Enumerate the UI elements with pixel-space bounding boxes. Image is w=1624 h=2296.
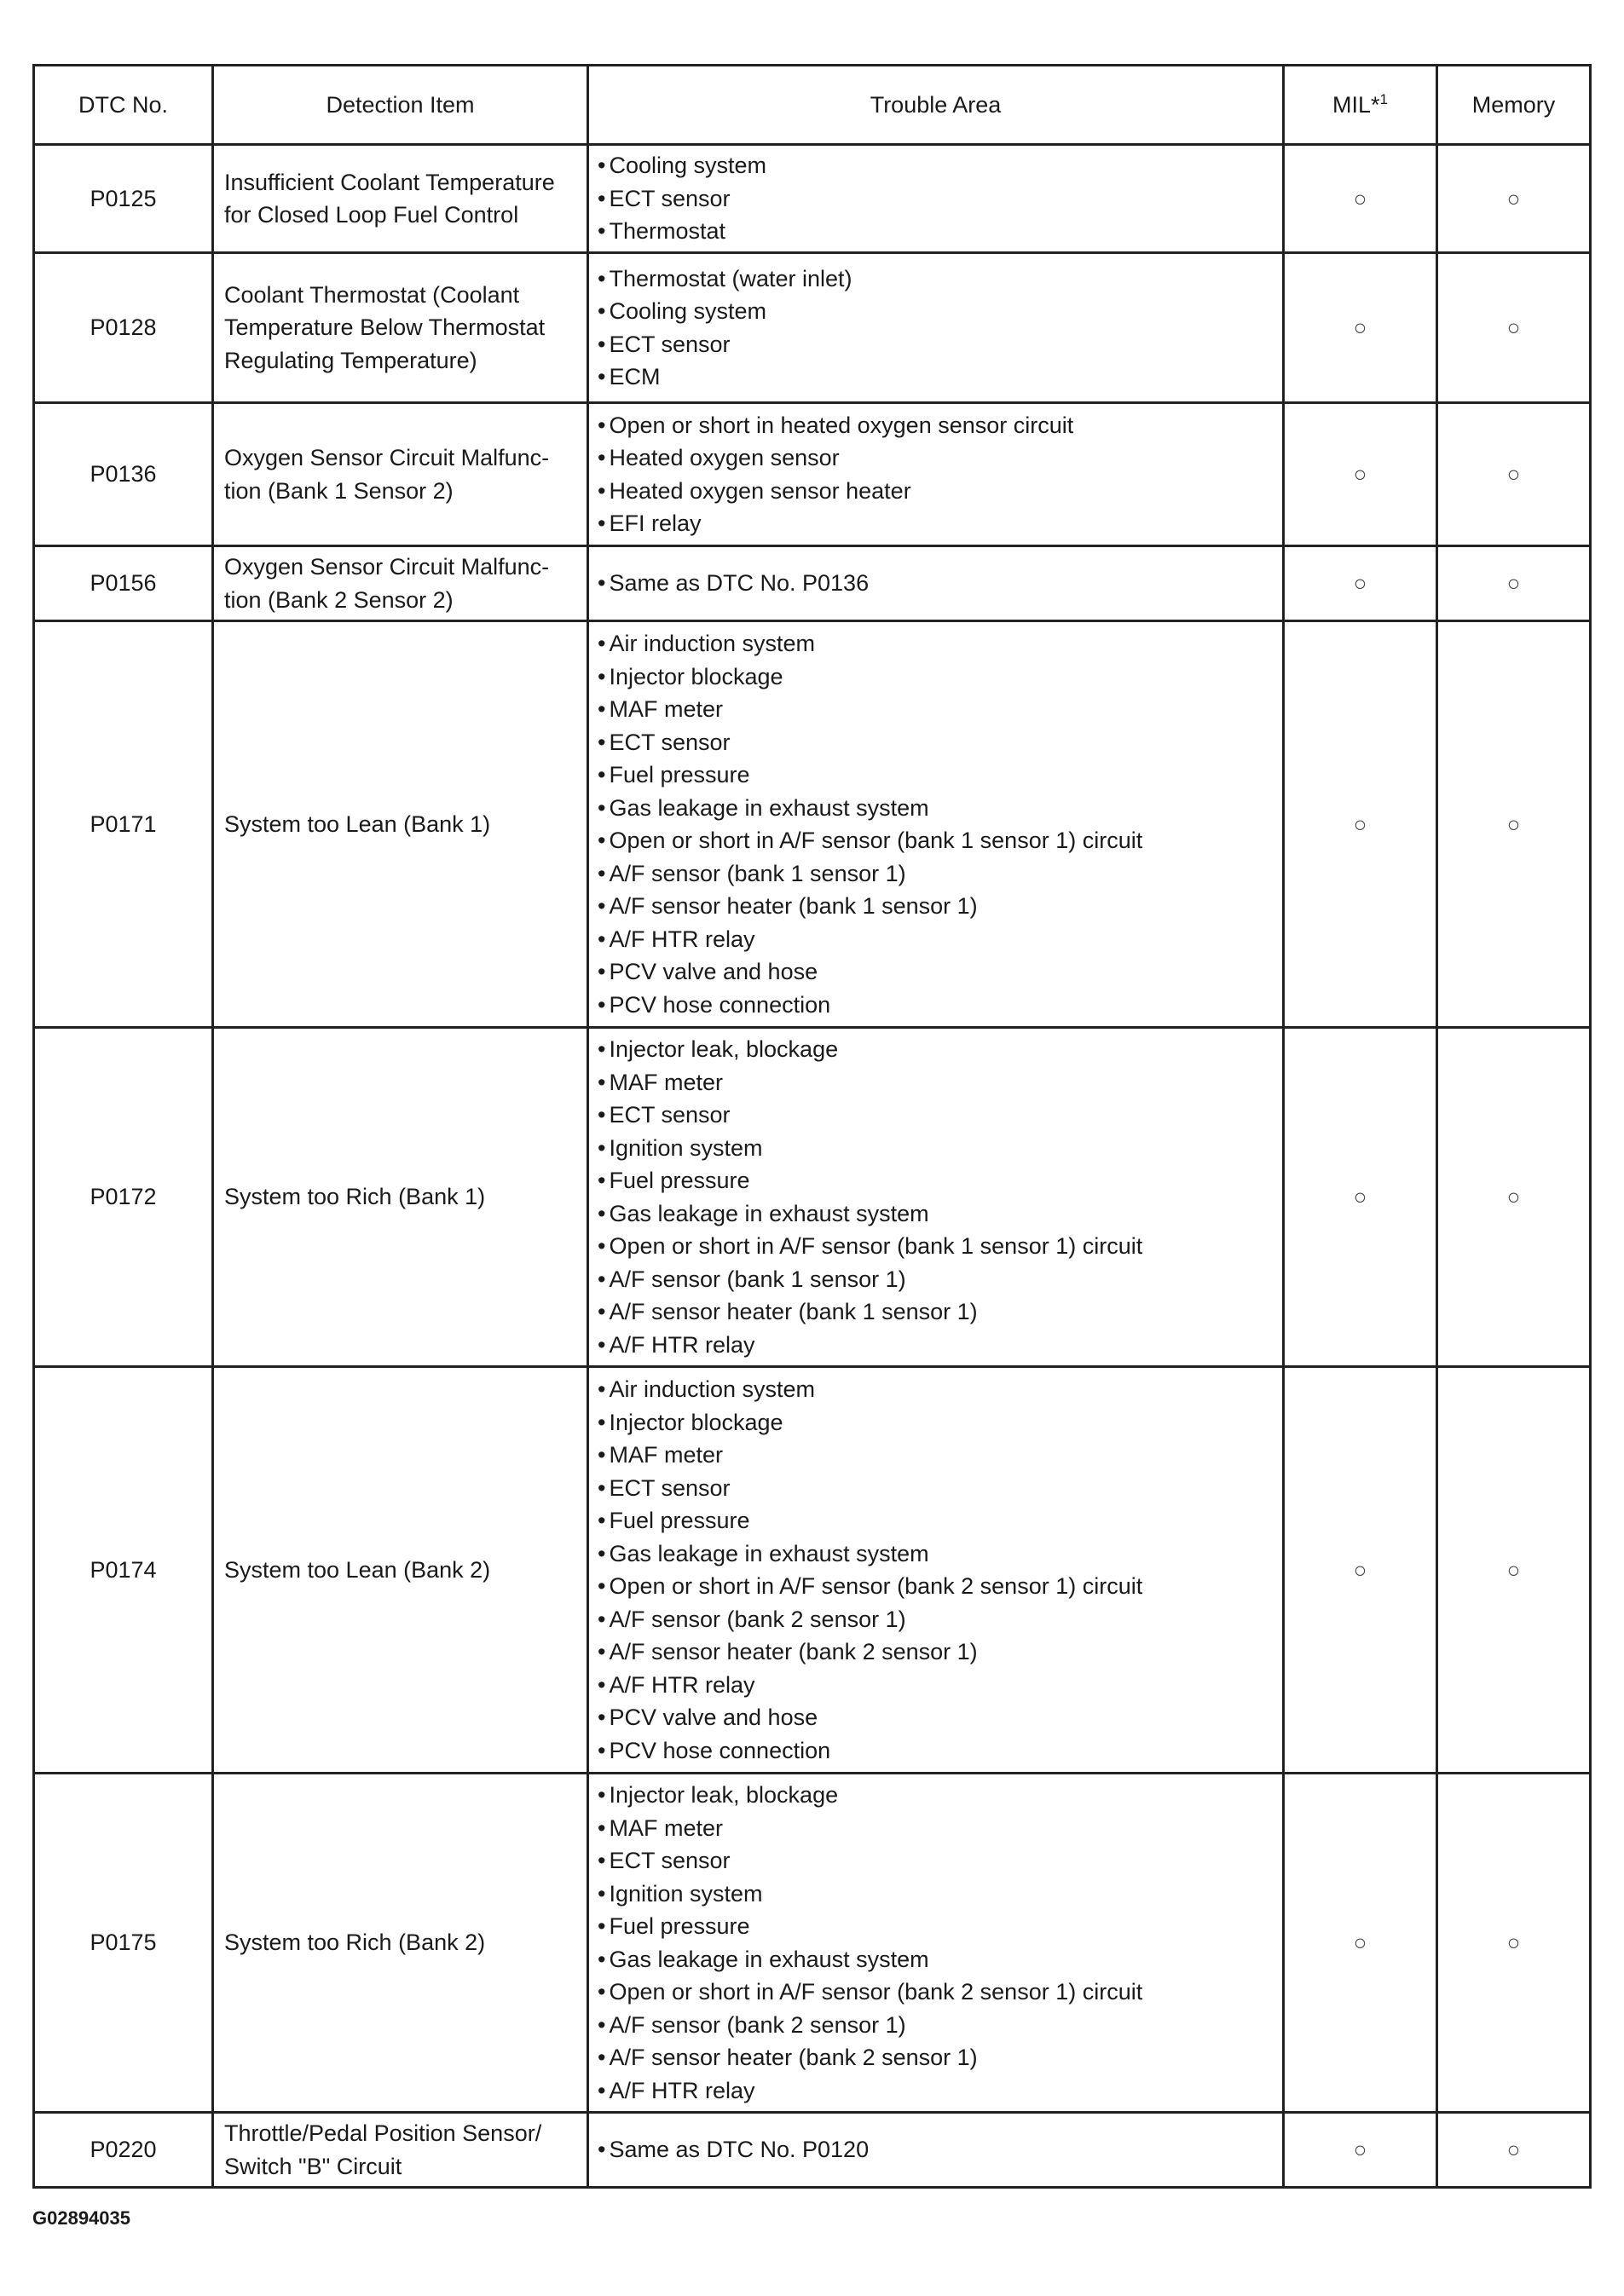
memory-circle-icon: ○ (1506, 1556, 1521, 1583)
mil-indicator (1284, 621, 1437, 1028)
trouble-area-item: • A/F sensor (bank 1 sensor 1) (598, 857, 1275, 891)
dtc-code: P0172 (34, 1028, 213, 1367)
trouble-area-list (598, 1373, 1275, 1767)
mil-footnote-mark: 1 (1379, 90, 1388, 107)
trouble-area-item: • Open or short in heated oxygen sensor circuit (598, 409, 1275, 442)
table-row (34, 1367, 1591, 1774)
detection-item: Throttle/Pedal Position Sensor/ Switch "B" Circuit (213, 2113, 588, 2188)
dtc-code: P0171 (34, 621, 213, 1028)
trouble-area-item: • Injector leak, blockage (598, 1779, 1275, 1812)
trouble-area-item: • A/F sensor (bank 1 sensor 1) (598, 1263, 1275, 1296)
detection-item: System too Lean (Bank 2) (213, 1367, 588, 1774)
trouble-area-item: • Heated oxygen sensor heater (598, 475, 1275, 508)
trouble-area-item: • ECT sensor (598, 182, 1275, 216)
trouble-area-item: • MAF meter (598, 1812, 1275, 1845)
header-row (34, 66, 1591, 145)
memory-indicator (1437, 2113, 1591, 2188)
trouble-area-item: • Open or short in A/F sensor (bank 2 sensor 1) circuit (598, 1570, 1275, 1603)
trouble-area-item: • Air induction system (598, 1373, 1275, 1406)
mil-label: MIL* (1332, 91, 1380, 118)
trouble-area-item: • A/F sensor heater (bank 2 sensor 1) (598, 2041, 1275, 2074)
trouble-area-list (598, 567, 1275, 600)
dtc-code: P0175 (34, 1774, 213, 2113)
memory-indicator (1437, 621, 1591, 1028)
table-row (34, 253, 1591, 403)
trouble-area-list (598, 409, 1275, 540)
mil-indicator (1284, 1774, 1437, 2113)
mil-indicator (1284, 253, 1437, 403)
memory-circle-icon: ○ (1506, 1184, 1521, 1210)
memory-indicator (1437, 1774, 1591, 2113)
trouble-area-item: • ECT sensor (598, 1472, 1275, 1505)
trouble-area-item: • Heated oxygen sensor (598, 441, 1275, 475)
trouble-area-item: • EFI relay (598, 507, 1275, 540)
trouble-area-item: • Open or short in A/F sensor (bank 1 sensor 1) circuit (598, 824, 1275, 857)
trouble-area-item: • Injector leak, blockage (598, 1033, 1275, 1066)
detection-item: Oxygen Sensor Circuit Malfunc-tion (Bank 2 Sensor 2) (213, 546, 588, 621)
mil-indicator (1284, 546, 1437, 621)
trouble-area-item: • PCV hose connection (598, 1734, 1275, 1768)
mil-circle-icon: ○ (1353, 1930, 1367, 1956)
trouble-area-item: • A/F HTR relay (598, 2074, 1275, 2108)
dtc-code: P0128 (34, 253, 213, 403)
table-row (34, 1774, 1591, 2113)
memory-circle-icon: ○ (1506, 2137, 1521, 2163)
trouble-area-item: • Thermostat (598, 215, 1275, 248)
dtc-code: P0174 (34, 1367, 213, 1774)
mil-circle-icon: ○ (1353, 461, 1367, 487)
trouble-area-item: • A/F HTR relay (598, 1669, 1275, 1702)
trouble-area-item: • ECT sensor (598, 726, 1275, 759)
trouble-area-list (598, 262, 1275, 394)
trouble-area-item: • Same as DTC No. P0136 (598, 567, 1275, 600)
memory-indicator (1437, 546, 1591, 621)
trouble-area-item: • A/F HTR relay (598, 1329, 1275, 1362)
trouble-area-item: • Cooling system (598, 149, 1275, 182)
trouble-area-list (598, 627, 1275, 1021)
dtc-code: P0220 (34, 2113, 213, 2188)
trouble-area-item: • Injector blockage (598, 661, 1275, 694)
mil-indicator (1284, 1028, 1437, 1367)
mil-circle-icon: ○ (1353, 811, 1367, 837)
trouble-area-item: • Gas leakage in exhaust system (598, 1943, 1275, 1976)
trouble-area-item: • A/F sensor heater (bank 1 sensor 1) (598, 890, 1275, 923)
trouble-area-item: • Injector blockage (598, 1406, 1275, 1439)
trouble-area (588, 1367, 1284, 1774)
trouble-area-item: • Fuel pressure (598, 1164, 1275, 1197)
trouble-area-list (598, 149, 1275, 248)
trouble-area-item: • Ignition system (598, 1878, 1275, 1911)
mil-indicator (1284, 2113, 1437, 2188)
trouble-area-item: • PCV valve and hose (598, 1701, 1275, 1734)
trouble-area-item: • Gas leakage in exhaust system (598, 1537, 1275, 1571)
trouble-area-item: • ECT sensor (598, 1844, 1275, 1878)
trouble-area-item: • Open or short in A/F sensor (bank 1 sensor 1) circuit (598, 1230, 1275, 1263)
trouble-area-item: • A/F sensor heater (bank 1 sensor 1) (598, 1295, 1275, 1329)
table-body (34, 145, 1591, 2188)
mil-circle-icon: ○ (1353, 1184, 1367, 1210)
memory-circle-icon: ○ (1506, 570, 1521, 597)
dtc-code: P0136 (34, 403, 213, 546)
trouble-area-item: • Fuel pressure (598, 1910, 1275, 1943)
trouble-area-item: • MAF meter (598, 1439, 1275, 1472)
detection-item: System too Rich (Bank 2) (213, 1774, 588, 2113)
trouble-area (588, 253, 1284, 403)
trouble-area-item: • Gas leakage in exhaust system (598, 1197, 1275, 1231)
dtc-table (32, 64, 1592, 2189)
memory-indicator (1437, 403, 1591, 546)
memory-circle-icon: ○ (1506, 185, 1521, 211)
trouble-area-item: • MAF meter (598, 1066, 1275, 1099)
header-memory: Memory (1437, 66, 1591, 145)
mil-indicator (1284, 403, 1437, 546)
detection-item: Insufficient Coolant Temperature for Closed Loop Fuel Control (213, 145, 588, 253)
figure-id: G02894035 (32, 2207, 130, 2229)
memory-indicator (1437, 1028, 1591, 1367)
dtc-code: P0156 (34, 546, 213, 621)
mil-circle-icon: ○ (1353, 2137, 1367, 2163)
mil-circle-icon: ○ (1353, 570, 1367, 597)
memory-circle-icon: ○ (1506, 314, 1521, 341)
trouble-area (588, 1028, 1284, 1367)
table-row (34, 1028, 1591, 1367)
memory-indicator (1437, 1367, 1591, 1774)
trouble-area (588, 145, 1284, 253)
mil-circle-icon: ○ (1353, 185, 1367, 211)
header-detection-item: Detection Item (213, 66, 588, 145)
table-row (34, 145, 1591, 253)
detection-item: System too Rich (Bank 1) (213, 1028, 588, 1367)
header-dtc-no: DTC No. (34, 66, 213, 145)
trouble-area-item: • Fuel pressure (598, 759, 1275, 792)
trouble-area-item: • Gas leakage in exhaust system (598, 792, 1275, 825)
table-row (34, 546, 1591, 621)
trouble-area-item: • A/F sensor (bank 2 sensor 1) (598, 2009, 1275, 2042)
trouble-area-item: • Ignition system (598, 1132, 1275, 1165)
trouble-area-item: • A/F sensor (bank 2 sensor 1) (598, 1603, 1275, 1636)
detection-item: System too Lean (Bank 1) (213, 621, 588, 1028)
trouble-area-item: • Cooling system (598, 295, 1275, 328)
header-mil (1284, 66, 1437, 145)
trouble-area-item: • ECT sensor (598, 328, 1275, 361)
trouble-area-list (598, 1779, 1275, 2107)
mil-circle-icon: ○ (1353, 1556, 1367, 1583)
detection-item: Oxygen Sensor Circuit Malfunc-tion (Bank 1 Sensor 2) (213, 403, 588, 546)
trouble-area (588, 1774, 1284, 2113)
dtc-code: P0125 (34, 145, 213, 253)
trouble-area-item: • Same as DTC No. P0120 (598, 2133, 1275, 2166)
table-row (34, 403, 1591, 546)
trouble-area (588, 2113, 1284, 2188)
memory-circle-icon: ○ (1506, 461, 1521, 487)
trouble-area-item: • ECT sensor (598, 1099, 1275, 1132)
trouble-area-item: • ECM (598, 361, 1275, 394)
trouble-area-item: • A/F sensor heater (bank 2 sensor 1) (598, 1635, 1275, 1669)
trouble-area-item: • A/F HTR relay (598, 923, 1275, 956)
trouble-area (588, 621, 1284, 1028)
mil-circle-icon: ○ (1353, 314, 1367, 341)
memory-circle-icon: ○ (1506, 811, 1521, 837)
header-trouble-area: Trouble Area (588, 66, 1284, 145)
detection-item: Coolant Thermostat (Coolant Temperature Below Thermostat Regulating Temperature) (213, 253, 588, 403)
trouble-area-item: • Fuel pressure (598, 1504, 1275, 1537)
trouble-area-item: • Thermostat (water inlet) (598, 262, 1275, 296)
trouble-area-item: • Air induction system (598, 627, 1275, 661)
trouble-area-item: • PCV hose connection (598, 989, 1275, 1022)
memory-circle-icon: ○ (1506, 1930, 1521, 1956)
trouble-area (588, 403, 1284, 546)
trouble-area (588, 546, 1284, 621)
memory-indicator (1437, 145, 1591, 253)
trouble-area-item: • MAF meter (598, 693, 1275, 726)
table-row (34, 2113, 1591, 2188)
memory-indicator (1437, 253, 1591, 403)
mil-indicator (1284, 1367, 1437, 1774)
mil-indicator (1284, 145, 1437, 253)
trouble-area-item: • PCV valve and hose (598, 955, 1275, 989)
table-row (34, 621, 1591, 1028)
trouble-area-list (598, 1033, 1275, 1361)
trouble-area-list (598, 2133, 1275, 2166)
trouble-area-item: • Open or short in A/F sensor (bank 2 sensor 1) circuit (598, 1976, 1275, 2009)
